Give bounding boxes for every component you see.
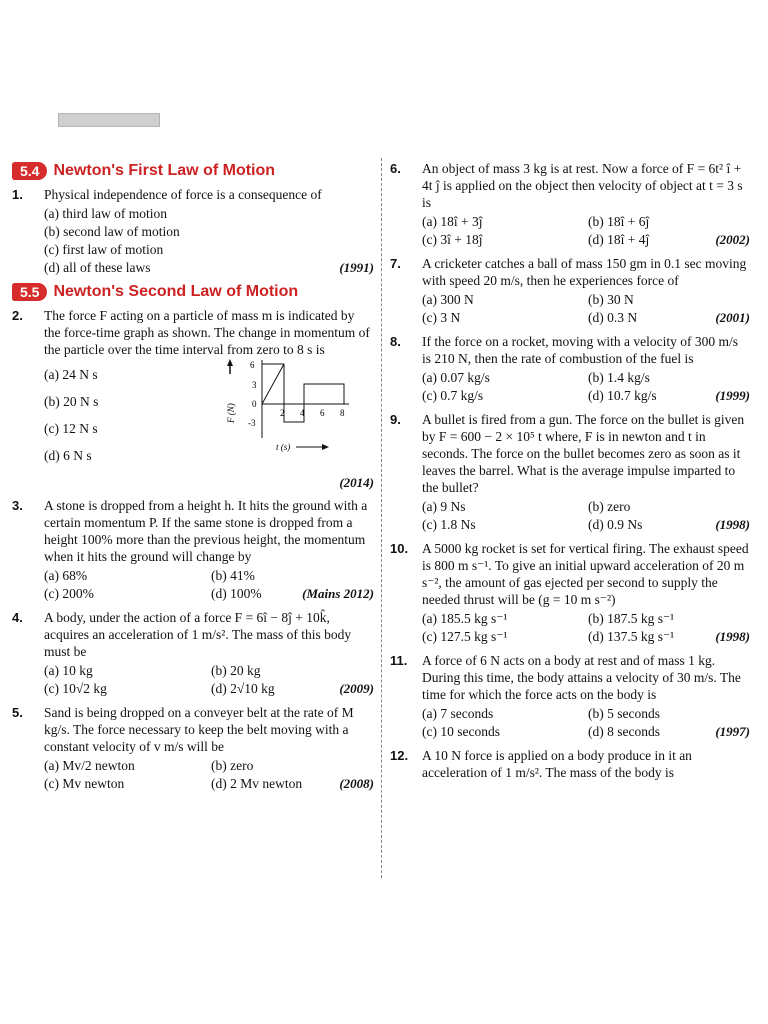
question-5 — [12, 704, 374, 793]
option-c[interactable]: (c) 10 seconds — [422, 724, 500, 739]
section-5-4-heading — [12, 162, 374, 180]
option-c[interactable]: (c) 12 N s — [44, 421, 98, 436]
option-row — [588, 387, 750, 405]
x-axis-label: t (s) — [276, 442, 291, 452]
question-number: 2. — [12, 308, 23, 323]
question-number: 11. — [390, 653, 408, 668]
option-b[interactable]: (b) 41% — [211, 568, 255, 583]
option-c[interactable]: (c) 200% — [44, 586, 94, 601]
option-c[interactable]: (c) first law of motion — [44, 242, 164, 257]
options — [422, 705, 750, 741]
question-text: A body, under the action of a force F = 6î − 8ĵ + 10k̂, acquires an acceleration of 1 m/s². The mass of this body must be — [44, 610, 352, 659]
year-tag: (2009) — [339, 681, 374, 696]
year-tag: (Mains 2012) — [302, 586, 374, 601]
section-title: Newton's Second Law of Motion — [53, 283, 299, 300]
option-a[interactable]: (a) 68% — [44, 568, 88, 583]
option-a[interactable]: (a) 0.07 kg/s — [422, 370, 490, 385]
section-badge: 5.5 — [12, 283, 47, 301]
year-tag: (2001) — [715, 310, 750, 325]
options — [44, 205, 374, 277]
question-text: A bullet is fired from a gun. The force on the bullet is given by F = 600 − 2 × 10⁵ t where, F is in newton and t in seconds. The force on the bullet becomes zero as soon as it leaves the barrel. What is the average impulse imparted to the bullet? — [422, 412, 745, 495]
question-2 — [12, 307, 374, 491]
options — [44, 757, 374, 793]
question-text: If the force on a rocket, moving with a velocity of 300 m/s is 210 N, then the rate of combustion of the fuel is — [422, 334, 739, 366]
section-title: Newton's First Law of Motion — [53, 162, 276, 179]
option-row — [588, 516, 750, 534]
option-b[interactable]: (b) 187.5 kg s⁻¹ — [588, 611, 675, 626]
question-number: 1. — [12, 187, 23, 202]
question-number: 8. — [390, 334, 401, 349]
option-c[interactable]: (c) 0.7 kg/s — [422, 388, 484, 403]
options — [422, 291, 750, 327]
triangle-edge — [262, 364, 284, 404]
question-text: A 5000 kg rocket is set for vertical firing. The exhaust speed is 800 m s⁻¹. To give an initial upward acceleration of 20 m s⁻², the amount of gas ejected per second to supply the needed thrust will be (g = 10 m s⁻²) — [422, 541, 749, 607]
option-d[interactable]: (d) 100% — [211, 586, 262, 601]
positive-pulse — [304, 384, 344, 404]
option-d[interactable]: (d) 2√10 kg — [211, 681, 275, 696]
option-c[interactable]: (c) 127.5 kg s⁻¹ — [422, 629, 508, 644]
question-text: A stone is dropped from a height h. It hits the ground with a certain momentum P. If the same stone is dropped from a height 100% more than the previous height, the momentum when it hits the ground will change by — [44, 498, 368, 564]
option-c[interactable]: (c) Mv newton — [44, 776, 125, 791]
option-b[interactable]: (b) zero — [211, 758, 254, 773]
option-a[interactable]: (a) 18î + 3ĵ — [422, 214, 483, 229]
question-text: The force F acting on a particle of mass m is indicated by the force-time graph as shown. The change in momentum of the particle over the time interval from zero to 8 s is — [44, 308, 370, 357]
question-6 — [390, 160, 750, 249]
option-a[interactable]: (a) 300 N — [422, 292, 474, 307]
question-text: A cricketer catches a ball of mass 150 gm in 0.1 sec moving with speed 20 m/s, then he experiences force of — [422, 256, 747, 288]
y-tick: 0 — [252, 399, 257, 409]
question-number: 10. — [390, 541, 409, 556]
arrow-up-icon — [227, 359, 233, 366]
question-11 — [390, 652, 750, 741]
x-tick: 8 — [340, 408, 345, 418]
question-12 — [390, 747, 750, 781]
question-4 — [12, 609, 374, 698]
option-b[interactable]: (b) 5 seconds — [588, 706, 660, 721]
question-text: A 10 N force is applied on a body produce in it an acceleration of 1 m/s². The mass of the body is — [422, 748, 692, 780]
option-d[interactable]: (d) 0.3 N — [588, 310, 638, 325]
question-1 — [12, 186, 374, 277]
question-number: 3. — [12, 498, 23, 513]
option-row — [44, 259, 374, 277]
option-d[interactable]: (d) 8 seconds — [588, 724, 660, 739]
option-a[interactable]: (a) 7 seconds — [422, 706, 494, 721]
x-tick: 4 — [300, 408, 305, 418]
option-row — [588, 723, 750, 741]
option-row — [588, 309, 750, 327]
option-d[interactable]: (d) 18î + 4ĵ — [588, 232, 650, 247]
question-text: Sand is being dropped on a conveyer belt at the rate of M kg/s. The force necessary to keep the belt moving with a constant velocity of v m/s will be — [44, 705, 354, 754]
option-b[interactable]: (b) second law of motion — [44, 224, 180, 239]
option-row — [211, 775, 374, 793]
left-column — [12, 160, 374, 799]
y-tick: 6 — [250, 360, 255, 370]
option-a[interactable]: (a) 9 Ns — [422, 499, 466, 514]
options — [422, 498, 750, 534]
option-d[interactable]: (d) 137.5 kg s⁻¹ — [588, 629, 675, 644]
year-tag: (1997) — [715, 724, 750, 739]
y-tick: 3 — [252, 380, 257, 390]
option-row — [588, 628, 750, 646]
question-text: An object of mass 3 kg is at rest. Now a force of F = 6t² î + 4t ĵ is applied on the object then velocity of object at t = 3 s is — [422, 161, 743, 210]
option-row — [588, 231, 750, 249]
option-b[interactable]: (b) 20 kg — [211, 663, 261, 678]
option-a[interactable]: (a) 185.5 kg s⁻¹ — [422, 611, 508, 626]
option-b[interactable]: (b) 30 N — [588, 292, 634, 307]
option-c[interactable]: (c) 10√2 kg — [44, 681, 107, 696]
options — [422, 213, 750, 249]
options — [44, 567, 374, 603]
year-tag: (1998) — [715, 517, 750, 532]
year-tag: (1999) — [715, 388, 750, 403]
option-d[interactable]: (d) 0.9 Ns — [588, 517, 643, 532]
option-a[interactable]: (a) third law of motion — [44, 206, 167, 221]
question-10 — [390, 540, 750, 646]
year-tag: (2008) — [339, 776, 374, 791]
option-row — [211, 585, 374, 603]
option-c[interactable]: (c) 3î + 18ĵ — [422, 232, 483, 247]
question-7 — [390, 255, 750, 327]
header-bar — [58, 113, 160, 127]
force-time-graph — [224, 358, 374, 463]
option-c[interactable]: (c) 3 N — [422, 310, 461, 325]
option-b[interactable]: (b) 20 N s — [44, 394, 99, 409]
year-tag: (2002) — [715, 232, 750, 247]
option-b[interactable]: (b) 1.4 kg/s — [588, 370, 650, 385]
option-a[interactable]: (a) 10 kg — [44, 663, 93, 678]
year-tag: (2014) — [339, 475, 374, 490]
question-text: Physical independence of force is a consequence of — [44, 187, 322, 202]
option-a[interactable]: (a) 24 N s — [44, 367, 98, 382]
question-text: A force of 6 N acts on a body at rest and of mass 1 kg. During this time, the body attains a velocity of 30 m/s. The time for which the force acts on the body is — [422, 653, 741, 702]
option-a[interactable]: (a) Mv/2 newton — [44, 758, 135, 773]
question-3 — [12, 497, 374, 603]
question-number: 5. — [12, 705, 23, 720]
arrow-right-icon — [322, 444, 329, 450]
option-d[interactable]: (d) 10.7 kg/s — [588, 388, 657, 403]
section-badge: 5.4 — [12, 162, 47, 180]
options — [422, 369, 750, 405]
question-9 — [390, 411, 750, 534]
option-b[interactable]: (b) 18î + 6ĵ — [588, 214, 650, 229]
question-number: 9. — [390, 412, 401, 427]
year-tag: (1991) — [339, 260, 374, 275]
y-tick: -3 — [248, 418, 256, 428]
y-axis-label: F (N) — [226, 403, 236, 423]
year-tag: (1998) — [715, 629, 750, 644]
question-2-body — [44, 358, 374, 474]
question-8 — [390, 333, 750, 405]
question-number: 4. — [12, 610, 23, 625]
option-d[interactable]: (d) all of these laws — [44, 260, 151, 275]
question-number: 7. — [390, 256, 401, 271]
options — [44, 662, 374, 698]
column-divider — [381, 158, 382, 878]
option-c[interactable]: (c) 1.8 Ns — [422, 517, 476, 532]
option-d[interactable]: (d) 6 N s — [44, 448, 92, 463]
option-b[interactable]: (b) zero — [588, 499, 631, 514]
section-5-5-heading — [12, 283, 374, 301]
options — [44, 366, 98, 474]
options — [422, 610, 750, 646]
question-number: 12. — [390, 748, 409, 763]
option-row — [211, 680, 374, 698]
option-d[interactable]: (d) 2 Mv newton — [211, 776, 303, 791]
right-column — [390, 160, 750, 787]
question-number: 6. — [390, 161, 401, 176]
x-tick: 6 — [320, 408, 325, 418]
x-tick: 2 — [280, 408, 285, 418]
